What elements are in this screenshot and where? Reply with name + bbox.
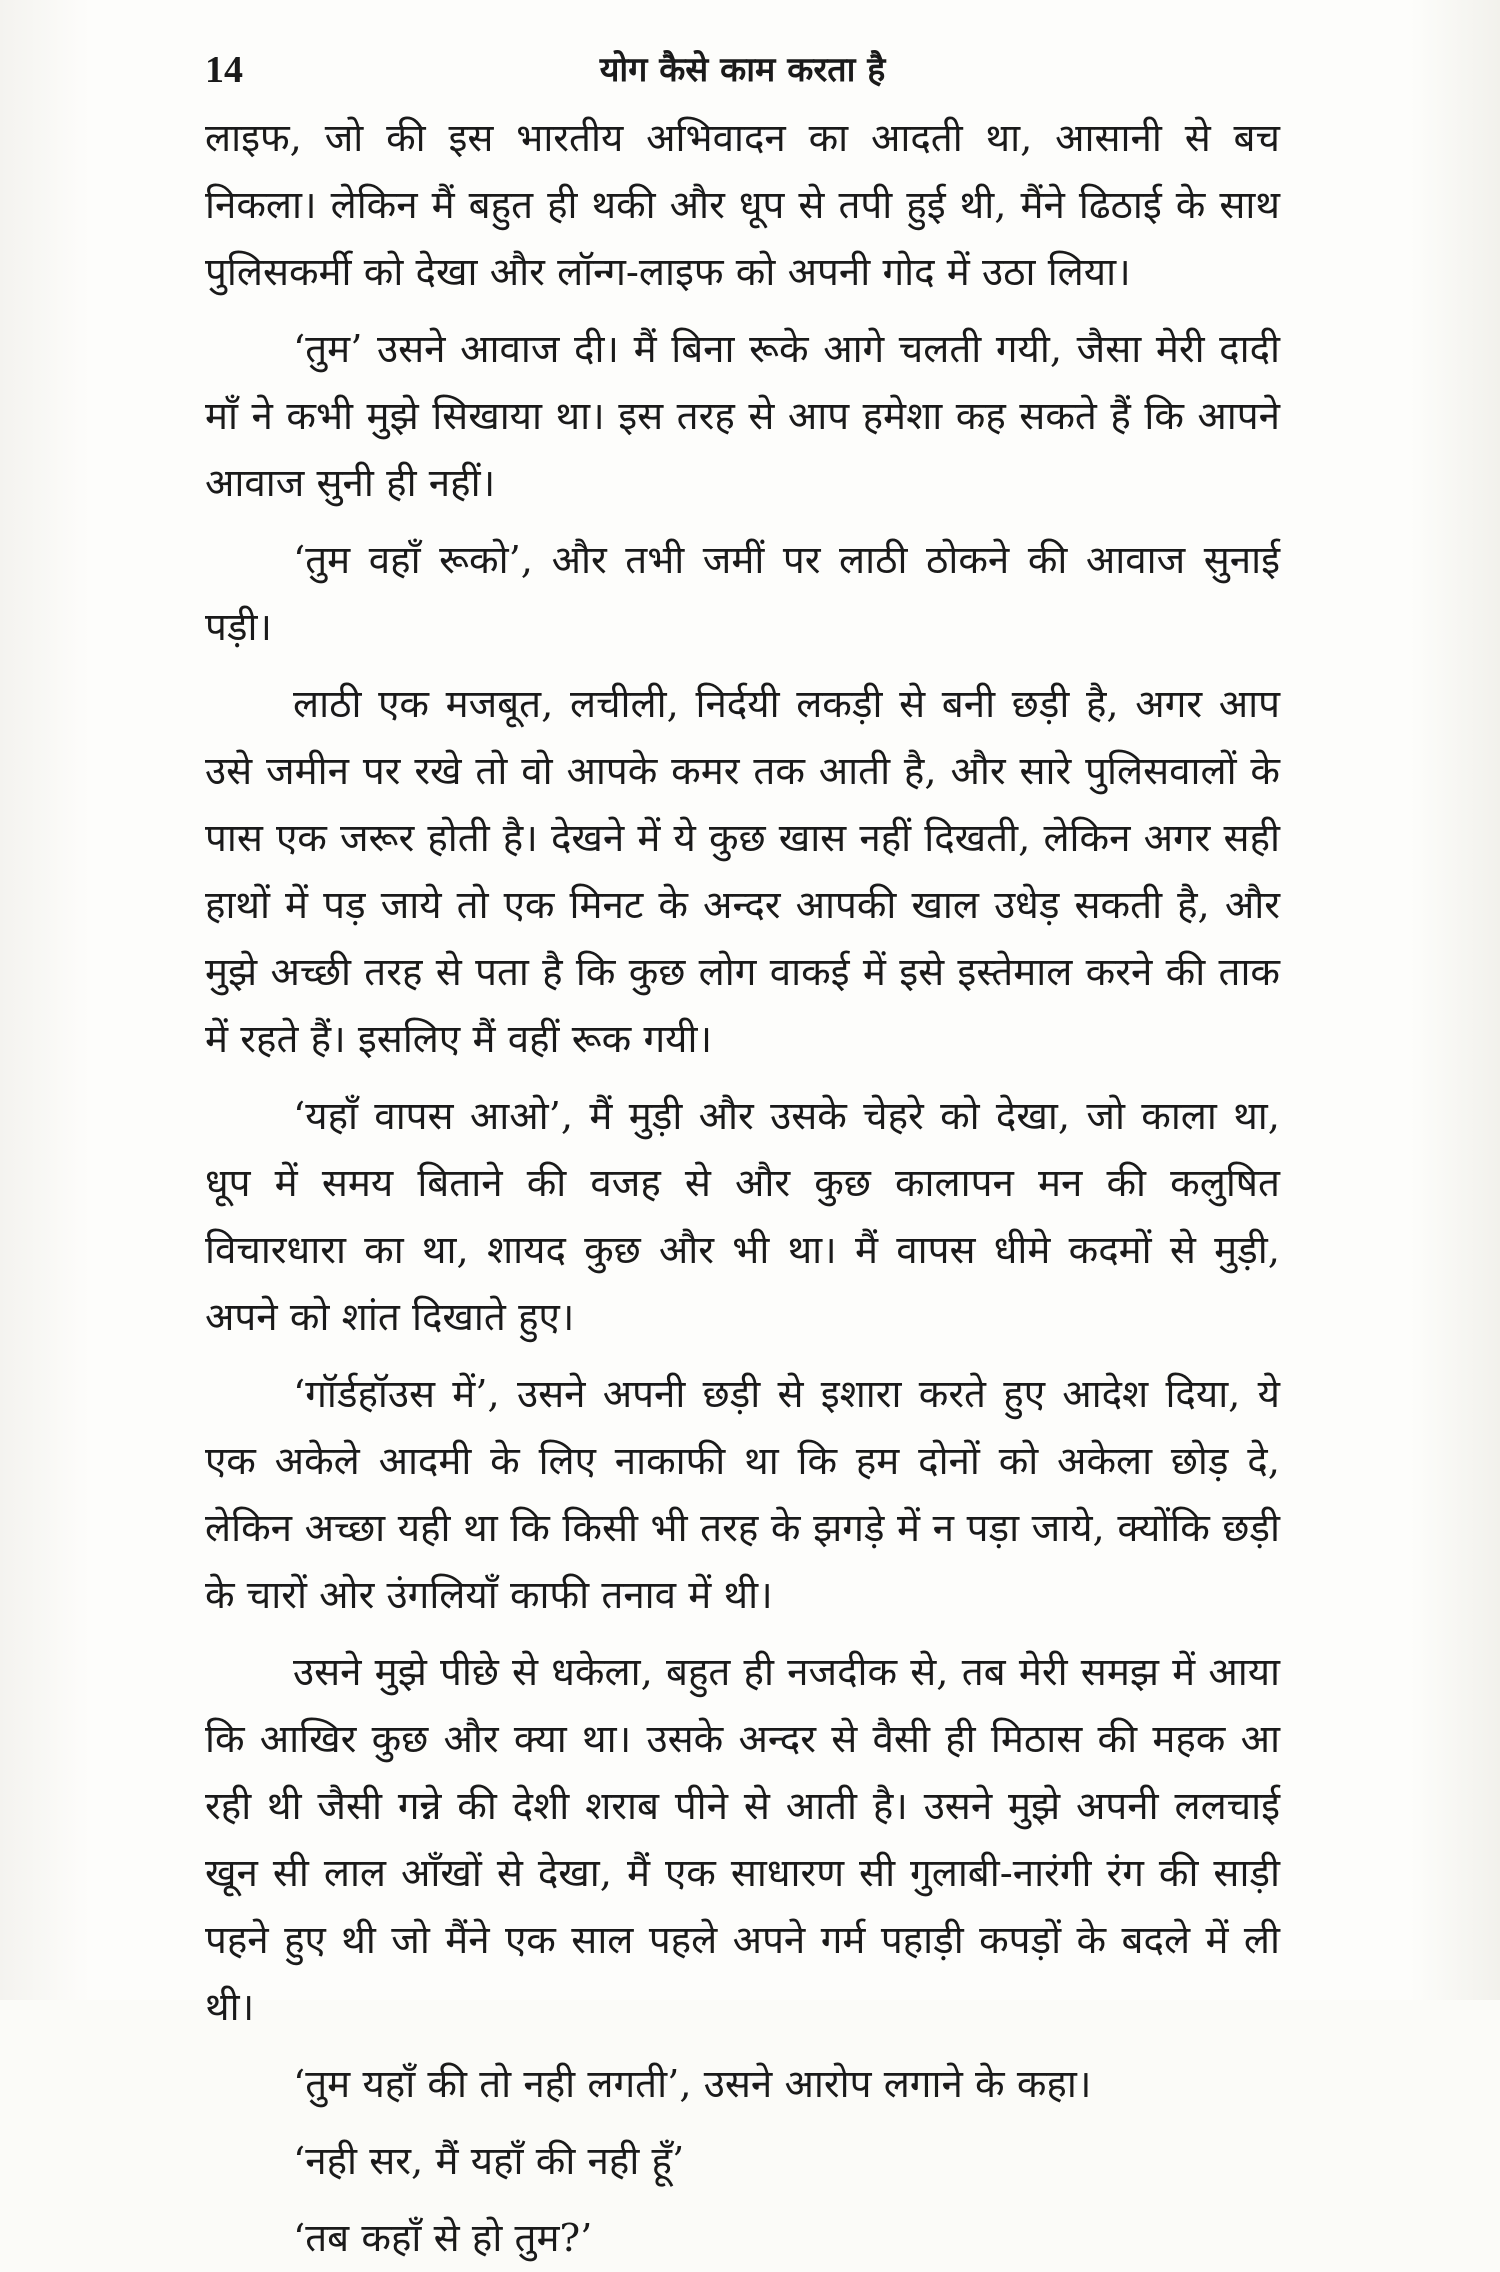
- paragraph: ‘यहाँ वापस आओ’, मैं मुड़ी और उसके चेहरे को देखा, जो काला था, धूप में समय बिताने की वजह से और कुछ कालापन मन की कलुषित विचारधारा का था, शायद कुछ और भी था। मैं वापस धीमे कदमों से मुड़ी, अपने को शांत दिखाते हुए।: [205, 1094, 1280, 1340]
- paragraph: ‘तुम’ उसने आवाज दी। मैं बिना रूके आगे चलती गयी, जैसा मेरी दादी माँ ने कभी मुझे सिखाया था। इस तरह से आप हमेशा कह सकते हैं कि आपने आवाज सुनी ही नहीं।: [205, 327, 1280, 506]
- paragraph: उसने मुझे पीछे से धकेला, बहुत ही नजदीक से, तब मेरी समझ में आया कि आखिर कुछ और क्या था। उसके अन्दर से वैसी ही मिठास की महक आ रही थी जैसी गन्ने की देशी शराब पीने से आती है। उसने मुझे अपनी ललचाई खून सी लाल आँखों से देखा, मैं एक साधारण सी गुलाबी-नारंगी रंग की साड़ी पहने हुए थी जो मैंने एक साल पहले अपने गर्म पहाड़ी कपड़ों के बदले में ली थी।: [205, 1650, 1280, 2030]
- paragraph: ‘तुम यहाँ की तो नही लगती’, उसने आरोप लगाने के कहा।: [293, 2062, 1092, 2107]
- paragraph: लाठी एक मजबूत, लचीली, निर्दयी लकड़ी से बनी छड़ी है, अगर आप उसे जमीन पर रखे तो वो आपके कमर तक आती है, और सारे पुलिसवालों के पास एक जरूर होती है। देखने में ये कुछ खास नहीं दिखती, लेकिन अगर सही हाथों में पड़ जाये तो एक मिनट के अन्दर आपकी खाल उधेड़ सकती है, और मुझे अच्छी तरह से पता है कि कुछ लोग वाकई में इसे इस्तेमाल करने की ताक में रहते हैं। इसलिए मैं वहीं रूक गयी।: [205, 682, 1280, 1062]
- paragraph: ‘तब कहाँ से हो तुम?’: [293, 2216, 593, 2261]
- book-title: योग कैसे काम करता है: [599, 50, 886, 90]
- running-head: [205, 40, 1280, 100]
- paragraph: ‘तुम वहाँ रूको’, और तभी जमीं पर लाठी ठोकने की आवाज सुनाई पड़ी।: [205, 538, 1280, 650]
- paragraph: ‘नही सर, मैं यहाँ की नही हूँ’: [293, 2139, 685, 2184]
- page-number: 14: [205, 49, 243, 91]
- body-text: [205, 105, 1280, 2272]
- paragraph: ‘गॉर्डहॉउस में’, उसने अपनी छड़ी से इशारा करते हुए आदेश दिया, ये एक अकेले आदमी के लिए नाकाफी था कि हम दोनों को अकेला छोड़ दे, लेकिन अच्छा यही था कि किसी भी तरह के झगड़े में न पड़ा जाये, क्योंकि छड़ी के चारों ओर उंगलियाँ काफी तनाव में थी।: [205, 1372, 1280, 1618]
- paragraph: लाइफ, जो की इस भारतीय अभिवादन का आदती था, आसानी से बच निकला। लेकिन मैं बहुत ही थकी और धूप से तपी हुई थी, मैंने ढिठाई के साथ पुलिसकर्मी को देखा और लॉन्ग-लाइफ को अपनी गोद में उठा लिया।: [205, 116, 1280, 295]
